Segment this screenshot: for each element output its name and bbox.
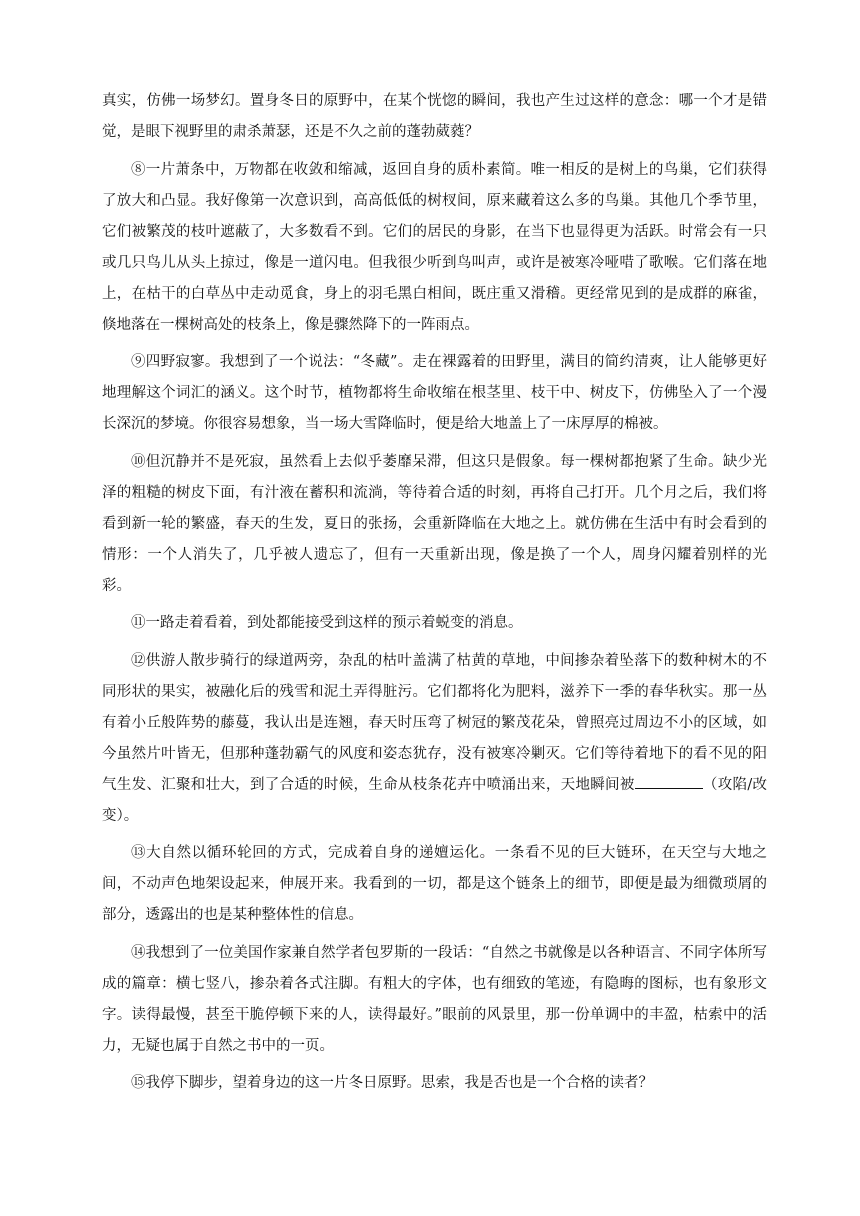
paragraph-12-text: ⑫供游人散步骑行的绿道两旁，杂乱的枯叶盖满了枯黄的草地，中间掺杂着坠落下的数种树木的不同形状的果实，被融化后的残雪和泥土弄得脏污。它们都将化为肥料，滋养下一季的春华秋实。那一丛有着小丘般阵势的藤蔓，我认出是连翘，春天时压弯了树冠的繁茂花朵，曾照亮过周边不小的区域，如今虽然片叶皆无，但那种蓬勃霸气的风度和姿态犹存，没有被寒冷剿灭。它们等待着地下的看不见的阳气生发、汇聚和壮大，到了合适的时候，生命从枝条花卉中喷涌出来，天地瞬间被 (102, 652, 767, 793)
paragraph-11: ⑪一路走着看着，到处都能接受到这样的预示着蜕变的消息。 (131, 615, 523, 631)
paragraph-10: ⑩但沉静并不是死寂，虽然看上去似乎萎靡呆滞，但这只是假象。每一棵树都抱紧了生命。缺少光泽的粗糙的树皮下面，有汁液在蓄积和流淌，等待着合适的时刻，再将自己打开。几个月之后，我们将看到新一轮的繁盛，春天的生发，夏日的张扬，会重新降临在大地之上。就仿佛在生活中有时会看到的情形：一个人消失了，几乎被人遗忘了，但有一天重新出现，像是换了一个人，周身闪耀着别样的光彩。 (102, 453, 767, 594)
fill-in-blank (635, 774, 703, 789)
paragraph-12-options: （攻陷/改变）。 (102, 776, 768, 824)
document-page (102, 86, 767, 1106)
paragraph-9: ⑨四野寂寥。我想到了一个说法：“冬藏”。走在裸露着的田野里，满目的简约清爽，让人能够更好地理解这个词汇的涵义。这个时节，植物都将生命收缩在根茎里、枝干中、树皮下，仿佛坠入了一个漫长深沉的梦境。你很容易想象，当一场大雪降临时，便是给大地盖上了一床厚厚的棉被。 (102, 354, 767, 432)
paragraph-7-continued: 真实，仿佛一场梦幻。置身冬日的原野中，在某个恍惚的瞬间，我也产生过这样的意念：哪一个才是错觉，是眼下视野里的肃杀萧瑟，还是不久之前的蓬勃葳蕤？ (102, 93, 767, 140)
paragraph-8: ⑧一片萧条中，万物都在收敛和缩减，返回自身的质朴素简。唯一相反的是树上的鸟巢，它们获得了放大和凸显。我好像第一次意识到，高高低低的树杈间，原来藏着这么多的鸟巢。其他几个季节里，它们被繁茂的枝叶遮蔽了，大多数看不到。它们的居民的身影，在当下也显得更为活跃。时常会有一只或几只鸟儿从头上掠过，像是一道闪电。但我很少听到鸟叫声，或许是被寒冷哑唶了歌喉。它们落在地上，在枯干的白草丛中走动觅食，身上的羽毛黑白相间，既庄重又滑稽。更经常见到的是成群的麻雀，倏地落在一棵树高处的枝条上，像是骤然降下的一阵雨点。 (102, 161, 767, 333)
paragraph-12 (102, 646, 767, 832)
paragraph-14: ⑭我想到了一位美国作家兼自然学者包罗斯的一段话：“自然之书就像是以各种语言、不同字体所写成的篇章：横七竖八，掺杂着各式注脚。有粗大的字体，也有细致的笔迹，有隐晦的图标，也有象形文字。读得最慢，甚至干脆停顿下来的人，读得最好。”眼前的风景里，那一份单调中的丰盈，枯索中的活力，无疑也属于自然之书中的一页。 (102, 944, 767, 1054)
paragraph-13: ⑬大自然以循环轮回的方式，完成着自身的递嬗运化。一条看不见的巨大链环，在天空与大地之间，不动声色地架设起来，伸展开来。我看到的一切，都是这个链条上的细节，即便是最为细微琐屑的部分，透露出的也是某种整体性的信息。 (102, 845, 767, 923)
paragraph-15: ⑮我停下脚步，望着身边的这一片冬日原野。思索，我是否也是一个合格的读者？ (131, 1075, 653, 1091)
